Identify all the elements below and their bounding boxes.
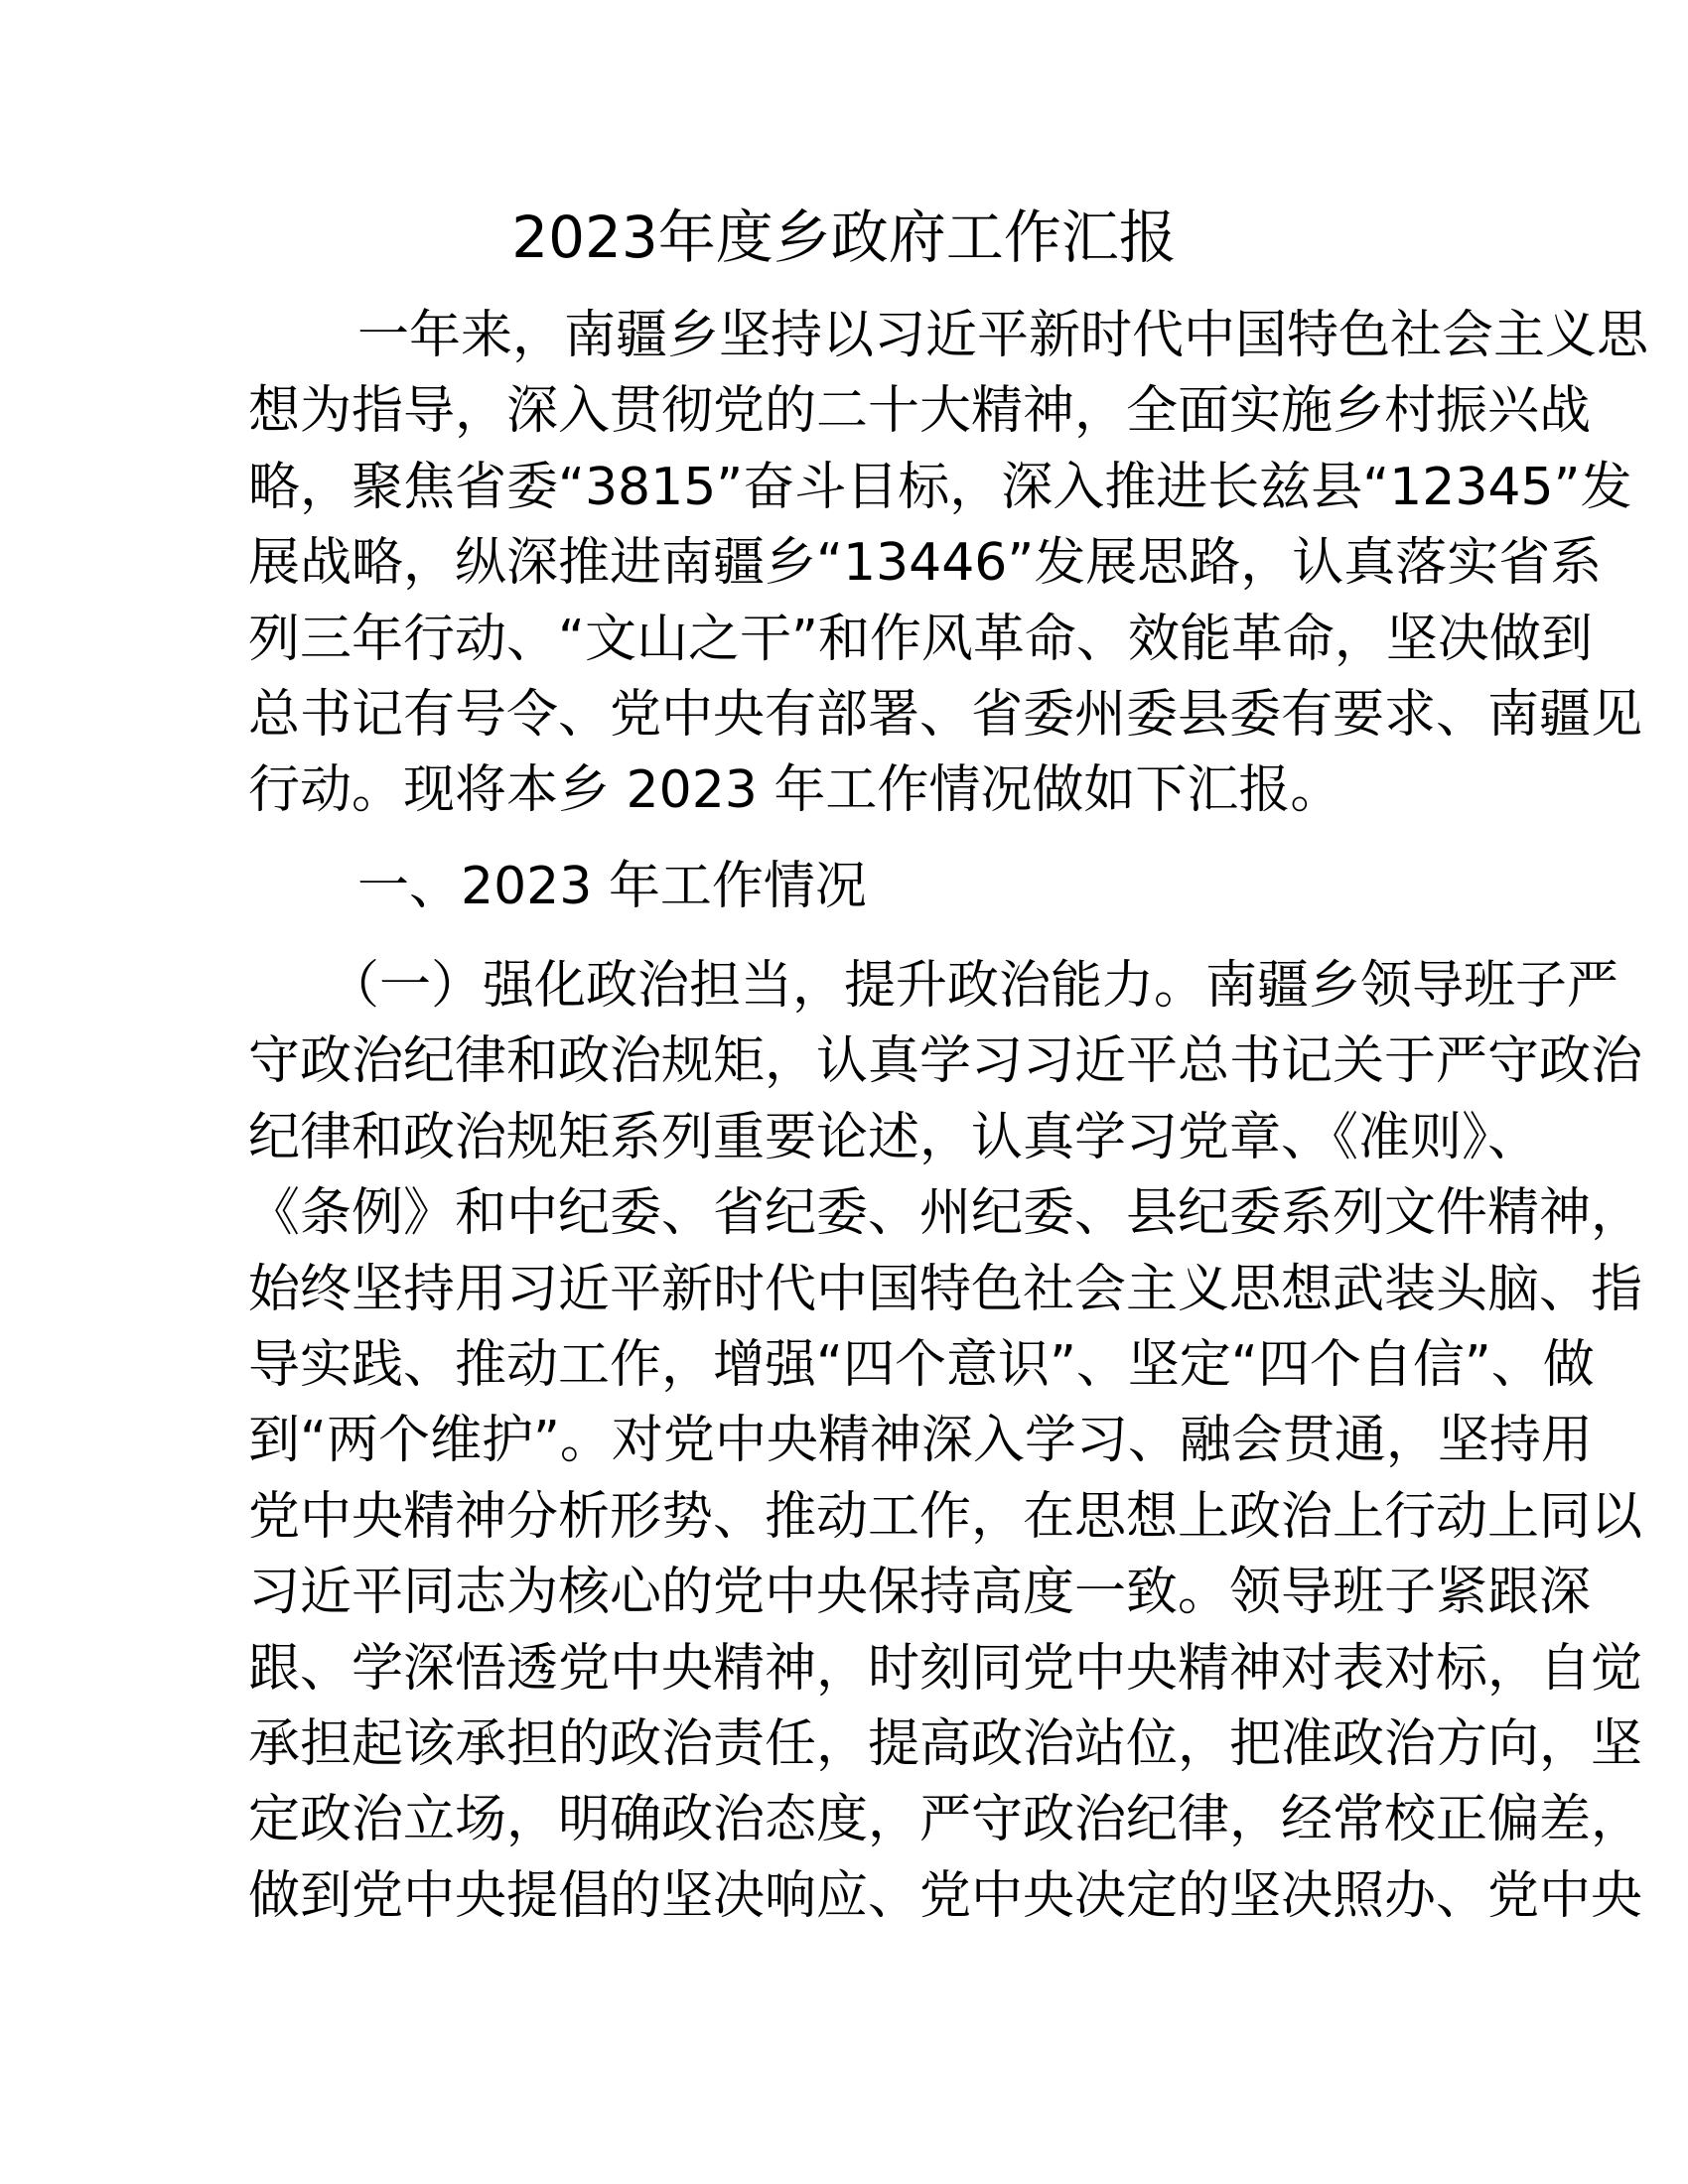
section-paragraph: [248, 948, 1643, 1934]
text-line: 始终坚持用习近平新时代中国特色社会主义思想武装头脑、指: [248, 1259, 1643, 1319]
text-line: 纪律和政治规矩系列重要论述，认真学习党章、《准则》、: [248, 1107, 1540, 1167]
text-line: 承担起该承担的政治责任，提高政治站位，把准政治方向，坚: [248, 1713, 1643, 1774]
text-line: 导实践、推动工作，增强“四个意识”、坚定“四个自信”、做: [248, 1334, 1595, 1395]
text-line: （一）强化政治担当，提升政治能力。南疆乡领导班子严: [328, 956, 1619, 1016]
text-line: 一年来，南疆乡坚持以习近平新时代中国特色社会主义思: [357, 306, 1649, 365]
text-line: 总书记有号令、党中央有部署、省委州委县委有要求、南疆见: [248, 684, 1643, 745]
text-line: 想为指导，深入贯彻党的二十大精神，全面实施乡村振兴战: [248, 381, 1592, 442]
text-line: 到“两个维护”。对党中央精神深入学习、融会贯通，坚持用: [248, 1411, 1593, 1471]
text-line: 展战略，纵深推进南疆乡“13446”发展思路，认真落实省系: [248, 533, 1603, 594]
text-line: 党中央精神分析形势、推动工作，在思想上政治上行动上同以: [248, 1486, 1643, 1547]
text-line: 定政治立场，明确政治态度，严守政治纪律，经常校正偏差，: [248, 1790, 1643, 1850]
text-line: 行动。现将本乡 2023 年工作情况做如下汇报。: [248, 760, 1342, 821]
section-heading-text: 一、2023 年工作情况: [357, 857, 867, 916]
text-line: 习近平同志为核心的党中央保持高度一致。领导班子紧跟深: [248, 1563, 1592, 1623]
section-heading: [248, 849, 1428, 924]
text-line: 做到党中央提倡的坚决响应、党中央决定的坚决照办、党中央: [248, 1865, 1643, 1926]
text-line: 跟、学深悟透党中央精神，时刻同党中央精神对表对标，自觉: [248, 1638, 1643, 1699]
intro-paragraph: [248, 298, 1649, 829]
text-line: 略，聚焦省委“3815”奋斗目标，深入推进长兹县“12345”发: [248, 457, 1632, 517]
text-line: 《条例》和中纪委、省纪委、州纪委、县纪委系列文件精神，: [248, 1183, 1643, 1244]
document-title: 2023年度乡政府工作汇报: [511, 204, 1177, 271]
text-line: 列三年行动、“文山之干”和作风革命、效能革命，坚决做到: [248, 609, 1593, 669]
text-line: 守政治纪律和政治规矩，认真学习习近平总书记关于严守政治: [248, 1031, 1643, 1092]
